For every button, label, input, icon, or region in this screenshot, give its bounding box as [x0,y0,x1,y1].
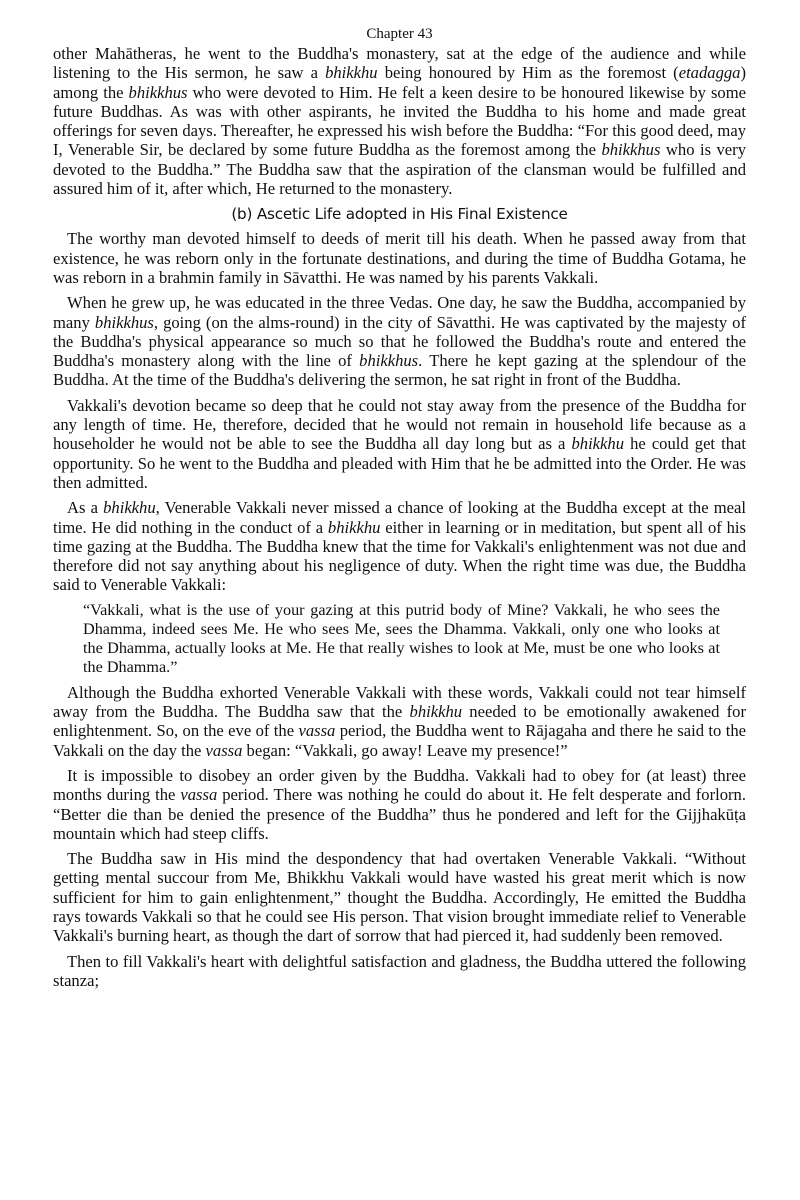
text-run: Then to fill Vakkali's heart with delightful satisfaction and gladness, the Buddha uttered the following stanza; [53,951,746,990]
text-run: being honoured by Him as the foremost ( [377,63,679,83]
text-run: ) among the [53,63,746,102]
italic-term: bhikkhu [409,702,463,722]
text-run: other Mahātheras, he went to the Buddha's monastery, sat at the edge of the audience and while listening to the His sermon, he saw a [53,44,746,83]
italic-term: bhikkhus [128,82,188,102]
body-paragraph [53,952,746,991]
text-run: Vakkali's devotion became so deep that he could not stay away from the presence of the Buddha for any length of time. He, therefore, decided that he would not remain in household life because as a householder he would not be able to see the Buddha all day long but as a [53,395,746,454]
italic-term: bhikkhus [601,140,661,160]
text-run: Although the Buddha exhorted Venerable Vakkali with these words, Vakkali could not tear himself away from the Buddha. The Buddha saw that the [53,682,746,722]
block-quote: “Vakkali, what is the use of your gazing at this putrid body of Mine? Vakkali, he who sees the Dhamma, indeed sees Me. He who sees Me, sees the Dhamma. Vakkali, only one who looks at the Dhamma, actually looks at Me. He that really wishes to look at Me, must be one who looks at the Dhamma.” [83,600,720,676]
text-run: who is very devoted to the Buddha.” The Buddha saw that the aspiration of the clansman would be fulfilled and assured him of it, after which, He returned to the monastery. [53,140,746,199]
chapter-header: Chapter 43 [366,26,433,42]
body-paragraph [53,683,746,760]
italic-term: etadagga [678,63,741,83]
text-run: period. There was nothing he could do about it. He felt desperate and forlorn. “Better die than be denied the presence of the Buddha” thus he pondered and left for the Gijjhakūṭa mountain which had steep cliffs. [53,785,746,843]
italic-term: vassa [180,785,218,805]
text-run: period, the Buddha went to Rājagaha and there he said to the Vakkali on the day the [53,721,746,760]
body-paragraph [53,293,746,389]
body-paragraph [53,766,746,843]
italic-term: vassa [298,721,336,741]
text-run: needed to be emotionally awakened for enlightenment. So, on the eve of the [53,702,746,741]
italic-term: bhikkhu [327,517,381,537]
italic-term: bhikkhus [359,351,419,371]
text-run: either in learning or in meditation, but spent all of his time gazing at the Buddha. The Buddha knew that the time for Vakkali's enlightenment was not due and therefore did not say anything about his negligence of duty. When the right time was due, the Buddha said to Venerable Vakkali: [53,517,746,595]
text-run: began: “Vakkali, go away! Leave my presence!” [242,740,568,760]
italic-term: bhikkhu [325,63,378,83]
italic-term: bhikkhu [103,498,156,518]
text-run: The worthy man devoted himself to deeds of merit till his death. When he passed away from that existence, he was reborn only in the fortunate destinations, and during the time of Buddha Gotama, he was reborn in a brahmin family in Sāvatthi. He was named by his parents Vakkali. [53,229,746,287]
section-heading: (b) Ascetic Life adopted in His Final Existence [231,205,568,224]
italic-term: vassa [205,740,243,760]
italic-term: bhikkhus [94,312,154,332]
text-run: , going (on the alms-round) in the city of Sāvatthi. He was captivated by the majesty of the Buddha's physical appearance so much so that he followed the Buddha's route and entered the Buddha's monastery along with the line of [53,312,746,371]
text-run: , Venerable Vakkali never missed a chance of looking at the Buddha except at the meal time. He did nothing in the conduct of a [53,498,746,537]
text-run: It is impossible to disobey an order given by the Buddha. Vakkali had to obey for (at least) three months during the [53,765,746,805]
text-run: who were devoted to Him. He felt a keen desire to be honoured likewise by some future Buddhas. As was with other aspirants, he invited the Buddha to his home and made great offerings for seven days. Thereafter, he expressed his wish before the Buddha: “For this good deed, may I, Venerable Sir, be declared by some future Buddha as the foremost among the [53,82,746,160]
text-run: The Buddha saw in His mind the despondency that had overtaken Venerable Vakkali. “Without getting mental succour from Me, Bhikkhu Vakkali would have wasted his great merit which is now sufficient for him to gain enlightenment,” thought the Buddha. Accordingly, He emitted the Buddha rays towards Vakkali so that he could see His person. That vision brought immediate relief to Venerable Vakkali's burning heart, as though the dart of sorrow that had pierced it, had suddenly been removed. [53,849,746,946]
intro-paragraph [53,44,746,198]
body-paragraph [53,396,746,492]
text-run: he could get that opportunity. So he went to the Buddha and pleaded with Him that he be admitted into the Order. He was then admitted. [53,434,747,492]
body-paragraph [53,229,746,287]
text-run: As a [67,498,104,518]
text-run: When he grew up, he was educated in the three Vedas. One day, he saw the Buddha, accompanied by many [53,293,746,332]
text-run: . There he kept gazing at the splendour of the Buddha. At the time of the Buddha's delivering the sermon, he sat right in front of the Buddha. [53,351,746,390]
body-paragraph [53,849,746,945]
body-paragraph [53,498,746,594]
italic-term: bhikkhu [571,434,624,454]
